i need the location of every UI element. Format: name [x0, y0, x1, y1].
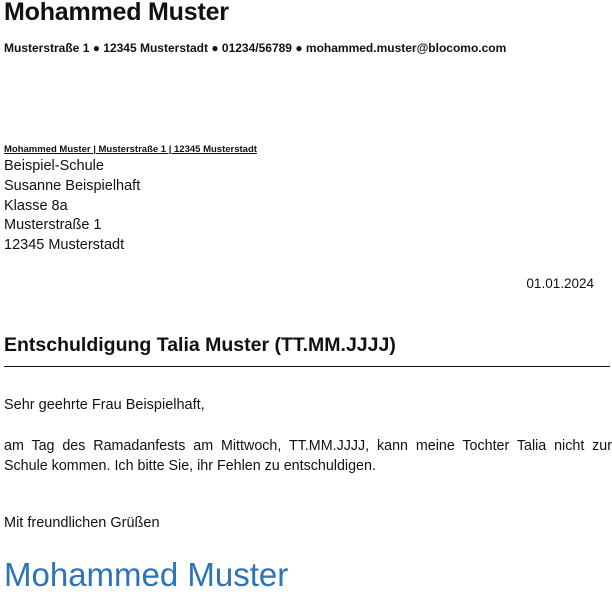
recipient-line: Musterstraße 1: [4, 217, 102, 234]
sender-name: Mohammed Muster: [4, 0, 229, 26]
closing: Mit freundlichen Grüßen: [4, 515, 160, 531]
sender-contact-line: Musterstraße 1 ● 12345 Musterstadt ● 01234/56789 ● mohammed.muster@blocomo.com: [4, 41, 507, 55]
recipient-line: Beispiel-Schule: [4, 158, 104, 174]
subject-divider: [4, 366, 610, 367]
recipient-line: Klasse 8a: [4, 197, 68, 214]
letter-date: 01.01.2024: [526, 276, 594, 291]
body-paragraph: am Tag des Ramadanfests am Mittwoch, TT.MM.JJJJ, kann meine Tochter Talia nicht zur Schule kommen. Ich bitte Sie, ihr Fehlen zu entschuldigen.: [4, 438, 612, 474]
recipient-line: 12345 Musterstadt: [4, 237, 125, 254]
return-address-line: Mohammed Muster | Musterstraße 1 | 12345 Musterstadt: [4, 144, 257, 155]
salutation: Sehr geehrte Frau Beispielhaft,: [4, 397, 205, 413]
recipient-line: Susanne Beispielhaft: [4, 177, 141, 194]
recipient-address: [4, 157, 140, 256]
signature: Mohammed Muster: [4, 556, 289, 593]
subject-line: Entschuldigung Talia Muster (TT.MM.JJJJ): [4, 334, 396, 356]
